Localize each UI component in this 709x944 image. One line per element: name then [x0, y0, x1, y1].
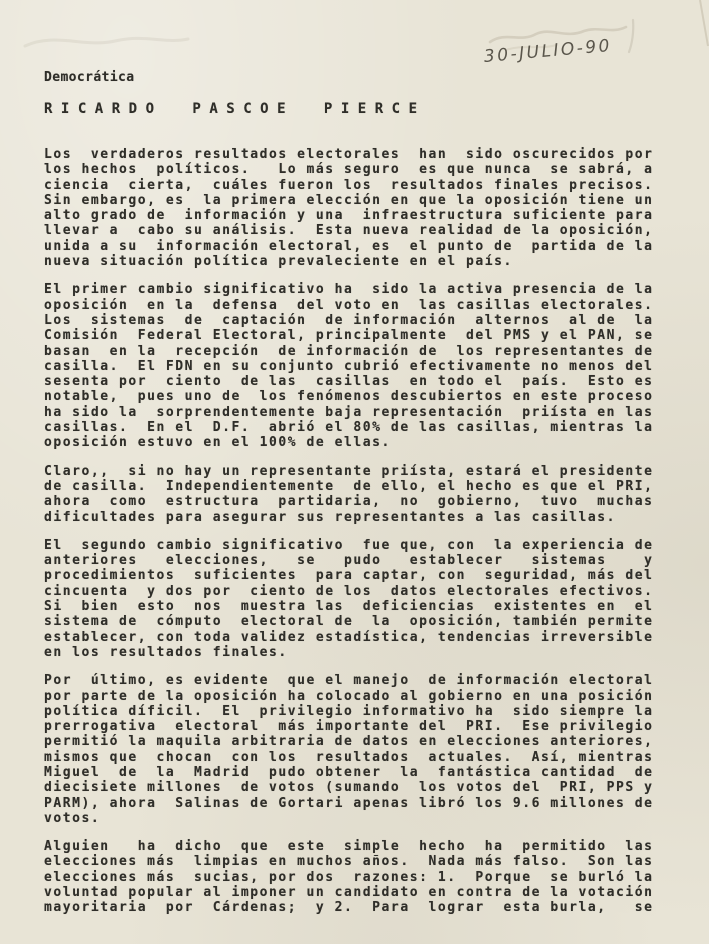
text-line: El segundo cambio significativo fue que, con la experiencia de — [44, 537, 654, 553]
text-line: Los verdaderos resultados electorales han sido oscurecidos por — [44, 147, 654, 162]
text-line: Claro,, si no hay un representante priísta, estará el presidente — [44, 463, 654, 479]
text-line: Los sistemas de captación de información alternos al de la — [44, 312, 654, 328]
text-line: por parte de la oposición ha colocado al gobierno en una posición — [44, 688, 654, 704]
text-line: diecisiete millones de votos (sumando los votos del PRI, PPS y — [44, 780, 654, 796]
paragraph — [44, 673, 653, 826]
document-body — [44, 147, 653, 929]
text-line: ha sido la sorprendentemente baja representación priísta en las — [44, 404, 654, 420]
page-edge-crease — [700, 0, 708, 46]
text-line: voluntad popular al imponer un candidato en contra de la votación — [44, 885, 654, 901]
text-line: los hechos políticos. Lo más seguro es que nunca se sabrá, a — [44, 162, 654, 178]
author-name: RICARDO PASCOE PIERCE — [44, 101, 426, 117]
text-line: política díficil. El privilegio informativo ha sido siempre la — [44, 703, 654, 719]
pencil-squiggle-mark — [25, 38, 188, 46]
document-subtitle: Democrática — [44, 70, 135, 85]
handwritten-date: 30-JULIO-90 — [483, 35, 613, 67]
text-line: sesenta por ciento de las casillas en todo el país. Esto es — [44, 374, 654, 390]
text-line: procedimientos suficientes para captar, con seguridad, más del — [44, 568, 654, 584]
text-line: Sin embargo, es la primera elección en que la oposición tiene un — [44, 192, 654, 208]
text-line: de casilla. Independientemente de ello, el hecho es que el PRI, — [44, 478, 654, 494]
text-line: basan en la recepción de información de los representantes de — [44, 343, 654, 359]
corner-crease-mark — [629, 20, 633, 52]
paragraph — [44, 464, 653, 525]
text-line: nueva situación política prevaleciente en el país. — [44, 254, 513, 270]
text-line: unida a su información electoral, es el punto de partida de la — [44, 238, 654, 254]
text-line: mismos que chocan con los resultados actuales. Así, mientras — [44, 749, 654, 765]
text-line: oposición en la defensa del voto en las casillas electorales. — [44, 297, 654, 313]
text-line: cincuenta y dos por ciento de los datos electorales efectivos. — [44, 583, 654, 599]
text-line: Miguel de la Madrid pudo obtener la fantástica cantidad de — [44, 764, 654, 780]
text-line: Por último, es evidente que el manejo de información electoral — [44, 673, 654, 689]
paragraph — [44, 282, 653, 450]
paragraph — [44, 839, 653, 915]
text-line: casilla. El FDN en su conjunto cubrió efectivamente no menos del — [44, 358, 654, 374]
text-line: establecer, con toda validez estadística, tendencias irreversible — [44, 629, 654, 645]
text-line: PARM), ahora Salinas de Gortari apenas libró los 9.6 millones de — [44, 795, 654, 811]
text-line: Alguien ha dicho que este simple hecho ha permitido las — [44, 839, 654, 855]
text-line: notable, pues uno de los fenómenos descubiertos en este proceso — [44, 389, 654, 405]
paragraph — [44, 147, 653, 269]
text-line: votos. — [44, 810, 101, 826]
text-line: permitió la maquila arbitraria de datos en elecciones anteriores, — [44, 734, 654, 750]
text-line: anteriores elecciones, se pudo establecer sistemas y — [44, 553, 654, 569]
text-line: El primer cambio significativo ha sido la activa presencia de la — [44, 282, 654, 298]
text-line: alto grado de información y una infraestructura suficiente para — [44, 208, 654, 224]
text-line: prerrogativa electoral más importante del PRI. Ese privilegio — [44, 719, 654, 735]
text-line: Si bien esto nos muestra las deficiencias existentes en el — [44, 599, 654, 615]
text-line: mayoritaria por Cárdenas; y 2. Para lograr esta burla, se — [44, 900, 654, 916]
text-line: oposición estuvo en el 100% de ellas. — [44, 435, 391, 451]
text-line: dificultades para asegurar sus representantes a las casillas. — [44, 509, 616, 525]
text-line: ciencia cierta, cuáles fueron los resultados finales precisos. — [44, 177, 654, 193]
text-line: elecciones más limpias en muchos años. Nada más falso. Son las — [44, 854, 654, 870]
text-line: en los resultados finales. — [44, 644, 288, 660]
text-line: Comisión Federal Electoral, principalmente del PMS y el PAN, se — [44, 328, 654, 344]
text-line: casillas. En el D.F. abrió el 80% de las casillas, mientras la — [44, 420, 654, 436]
text-line: llevar a cabo su análisis. Esta nueva realidad de la oposición, — [44, 223, 654, 239]
text-line: sistema de cómputo electoral de la oposición, también permite — [44, 614, 654, 630]
paragraph — [44, 538, 653, 660]
text-line: ahora como estructura partidaria, no gobierno, tuvo muchas — [44, 494, 654, 510]
text-line: elecciones más sucias, por dos razones: 1. Porque se burló la — [44, 869, 654, 885]
